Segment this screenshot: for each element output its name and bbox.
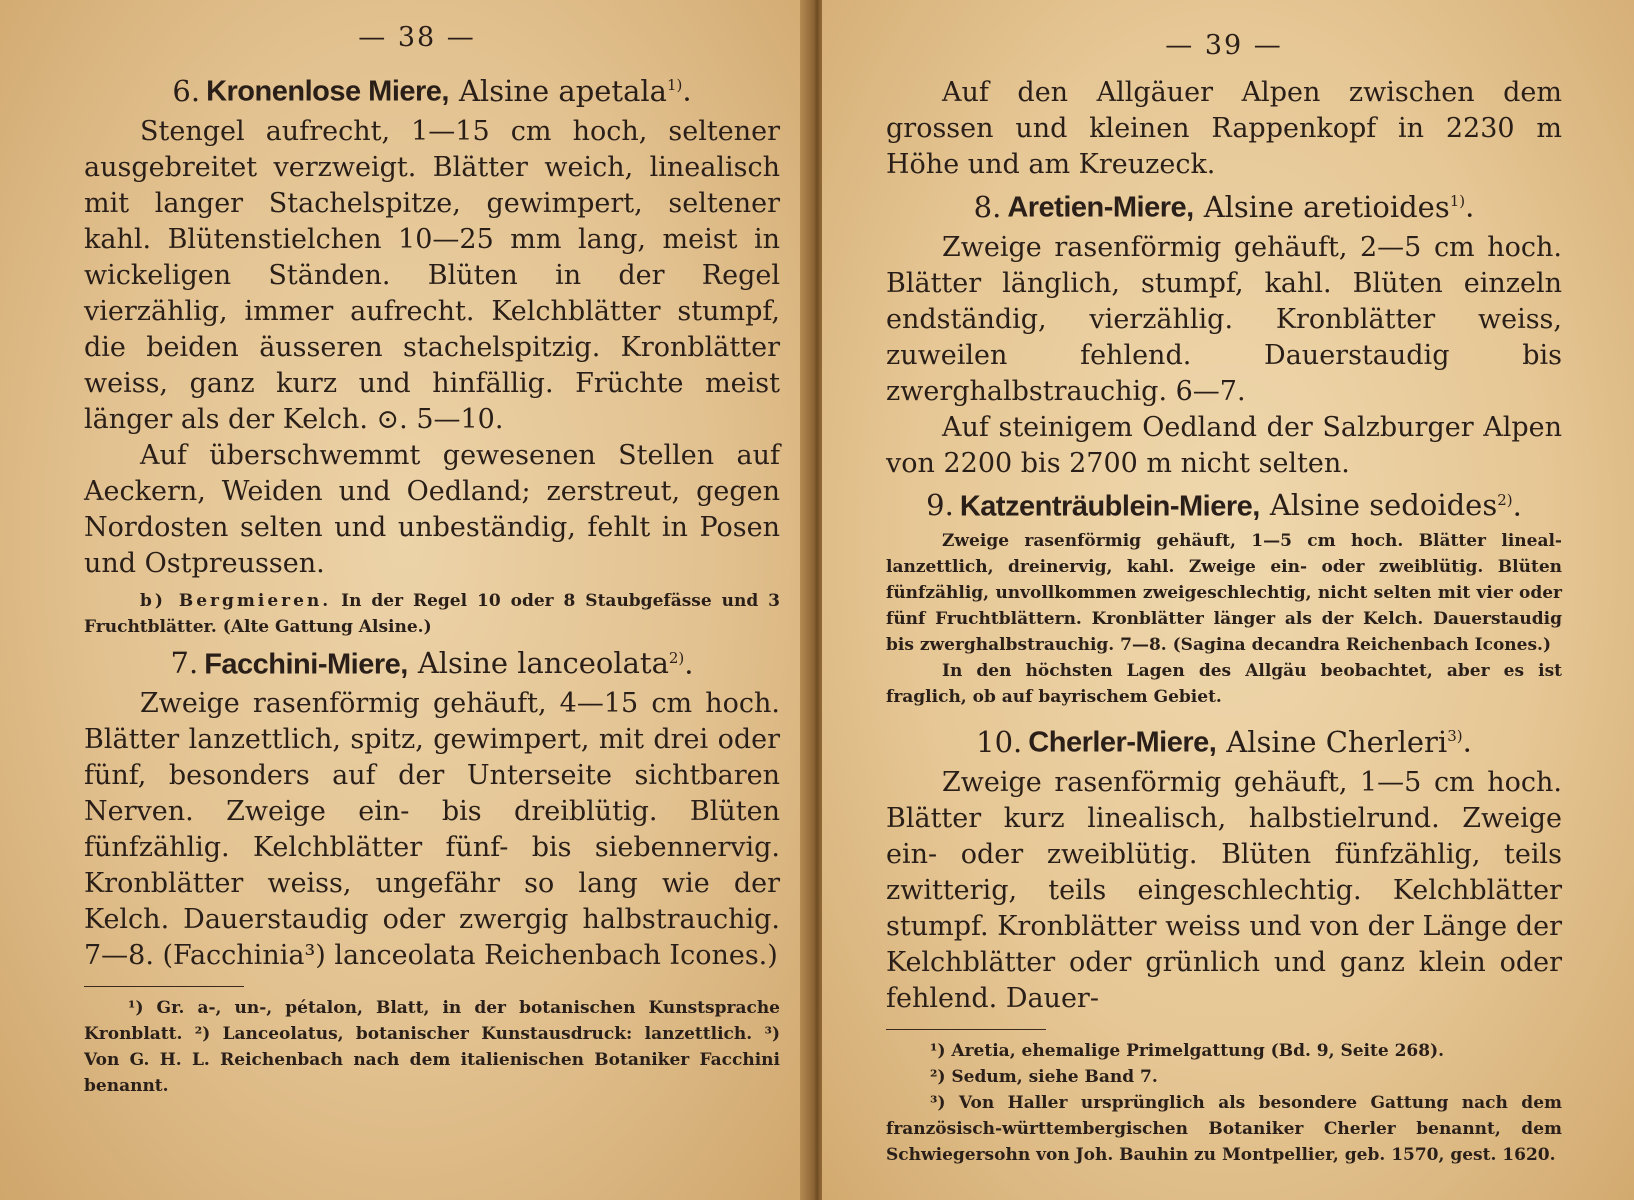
continued-text: Auf den Allgäuer Alpen zwischen dem grossen und kleinen Rappenkopf in 2230 m Höhe und am Kreuzeck. (886, 77, 1562, 180)
entry-description: Zweige rasenförmig gehäuft, 4—15 cm hoch. Blätter lanzettlich, spitz, gewimpert, mit drei oder fünf, besonders auf der Unterseite sichtbaren Nerven. Zweige ein- bis dreiblütig. Blüten fünfzählig. Kelchblätter fünf- bis siebennervig. Kronblätter weiss, ungefähr so lang wie der Kelch. Dauerstaudig oder zwergig halbstrauchig. 7—8. (Facchinia³) lanceolata Reichenbach Icones.) (84, 688, 780, 972)
footnote-rule (886, 1029, 1046, 1030)
german-name: Facchini-Miere, (204, 648, 408, 681)
page-number: — 39 — (1165, 30, 1283, 61)
entry-habitat: In den höchsten Lagen des Allgäu beobachtet, aber es ist fraglich, ob auf bayrischem Gebiet. (886, 661, 1562, 708)
footnote: ²) Sedum, siehe Band 7. (930, 1066, 1158, 1087)
entry-description: Zweige rasenförmig gehäuft, 1—5 cm hoch. Blätter kurz linealisch, halbstielrund. Zweige ein- oder zweiblütig. Blüten fünfzählig, teils zwitterig, teils eingeschlechtig. Kelchblätter stumpf. Kronblätter weiss und von der Länge der Kelchblätter oder grünlich und ganz klein oder fehlend. Dauer- (886, 766, 1562, 1014)
group-label: b) Bergmieren. (140, 590, 332, 611)
group-description (84, 588, 780, 640)
entry-habitat: Auf überschwemmt gewesenen Stellen auf Aeckern, Weiden und Oedland; zerstreut, gegen Nordosten selten und unbeständig, fehlt in Posen und Ostpreussen. (84, 439, 780, 579)
entry-number: 6. (172, 73, 201, 108)
entry-number: 10. (976, 724, 1023, 759)
heading-end: . (684, 646, 694, 681)
footnote-ref: 3) (1447, 727, 1463, 746)
group-text: In der Regel 10 oder 8 Staubgefässe und 3 Fruchtblätter. (Alte Gattung Alsine.) (84, 590, 780, 637)
left-page (0, 0, 810, 1200)
heading-end: . (1465, 189, 1475, 224)
entry-number: 9. (926, 488, 954, 523)
footnotes: ¹) Gr. a-, un-, pétalon, Blatt, in der botanischen Kunstsprache Kronblatt. ²) Lanceolatus, botanischer Kunstausdruck: lanzettlich. ³) Von G. H. L. Reichenbach nach dem italienischen Botaniker Facchini benannt. (84, 998, 780, 1097)
latin-name: Alsine sedoides (1269, 488, 1498, 523)
heading-end: . (1512, 488, 1522, 523)
german-name: Katzenträublein-Miere, (959, 490, 1260, 523)
entry-description: Zweige rasenförmig gehäuft, 2—5 cm hoch. Blätter länglich, stumpf, kahl. Blüten einzeln endständig, vierzählig. Kronblätter weiss, zuweilen fehlend. Dauerstaudig bis zwerghalbstrauchig. 6—7. (886, 231, 1562, 407)
footnote: ³) Von Haller ursprünglich als besondere Gattung nach dem französisch-württembergischen Botaniker Cherler benannt, dem Schwiegersohn von Joh. Bauhin zu Montpellier, geb. 1570, gest. 1620. (886, 1092, 1562, 1165)
footnote: ¹) Aretia, ehemalige Primelgattung (Bd. 9, Seite 268). (930, 1040, 1445, 1061)
right-page (822, 0, 1634, 1200)
entry-heading (84, 67, 780, 110)
latin-name: Alsine Cherleri (1226, 724, 1448, 759)
entry-heading (886, 183, 1562, 226)
german-name: Cherler-Miere, (1028, 726, 1217, 759)
latin-name: Alsine aretioides (1203, 189, 1450, 224)
entry-number: 7. (170, 646, 199, 681)
entry-number: 8. (973, 189, 1002, 224)
footnote-ref: 2) (1497, 490, 1513, 509)
german-name: Aretien-Miere, (1007, 191, 1194, 224)
heading-end: . (682, 73, 692, 108)
german-name: Kronenlose Miere, (206, 75, 449, 108)
latin-name: Alsine apetala (458, 73, 667, 108)
footnote-ref: 1) (666, 76, 683, 94)
heading-end: . (1462, 724, 1472, 759)
entry-heading (84, 640, 780, 683)
entry-heading (886, 718, 1562, 761)
latin-name: Alsine lanceolata (417, 646, 669, 681)
entry-heading (886, 482, 1562, 525)
page-number: — 38 — (358, 22, 476, 53)
footnote-ref: 2) (668, 648, 685, 667)
footnote-rule (84, 986, 244, 987)
entry-habitat: Auf steinigem Oedland der Salzburger Alpen von 2200 bis 2700 m nicht selten. (886, 411, 1562, 479)
entry-description: Zweige rasenförmig gehäuft, 1—5 cm hoch. Blätter lineal-lanzettlich, dreinervig, kahl. Zweige ein- oder zweiblütig. Blüten fünfzählig, unvollkommen zweigeschlechtig, nicht selten mit vier oder fünf Fruchtblättern. Kronblätter länger als der Kelch. Dauerstaudig bis zwerghalbstrauchig. 7—8. (Sagina decandra Reichenbach Icones.) (886, 531, 1562, 656)
footnote-ref: 1) (1449, 192, 1466, 210)
entry-description: Stengel aufrecht, 1—15 cm hoch, seltener ausgebreitet verzweigt. Blätter weich, linealisch mit langer Stachelspitze, gewimpert, seltener kahl. Blütenstielchen 10—25 mm lang, meist in wickeligen Ständen. Blüten in der Regel vierzählig, immer aufrecht. Kelchblätter stumpf, die beiden äusseren stachelspitzig. Kronblätter weiss, ganz kurz und hinfällig. Früchte meist länger als der Kelch. ⊙. 5—10. (84, 115, 780, 435)
